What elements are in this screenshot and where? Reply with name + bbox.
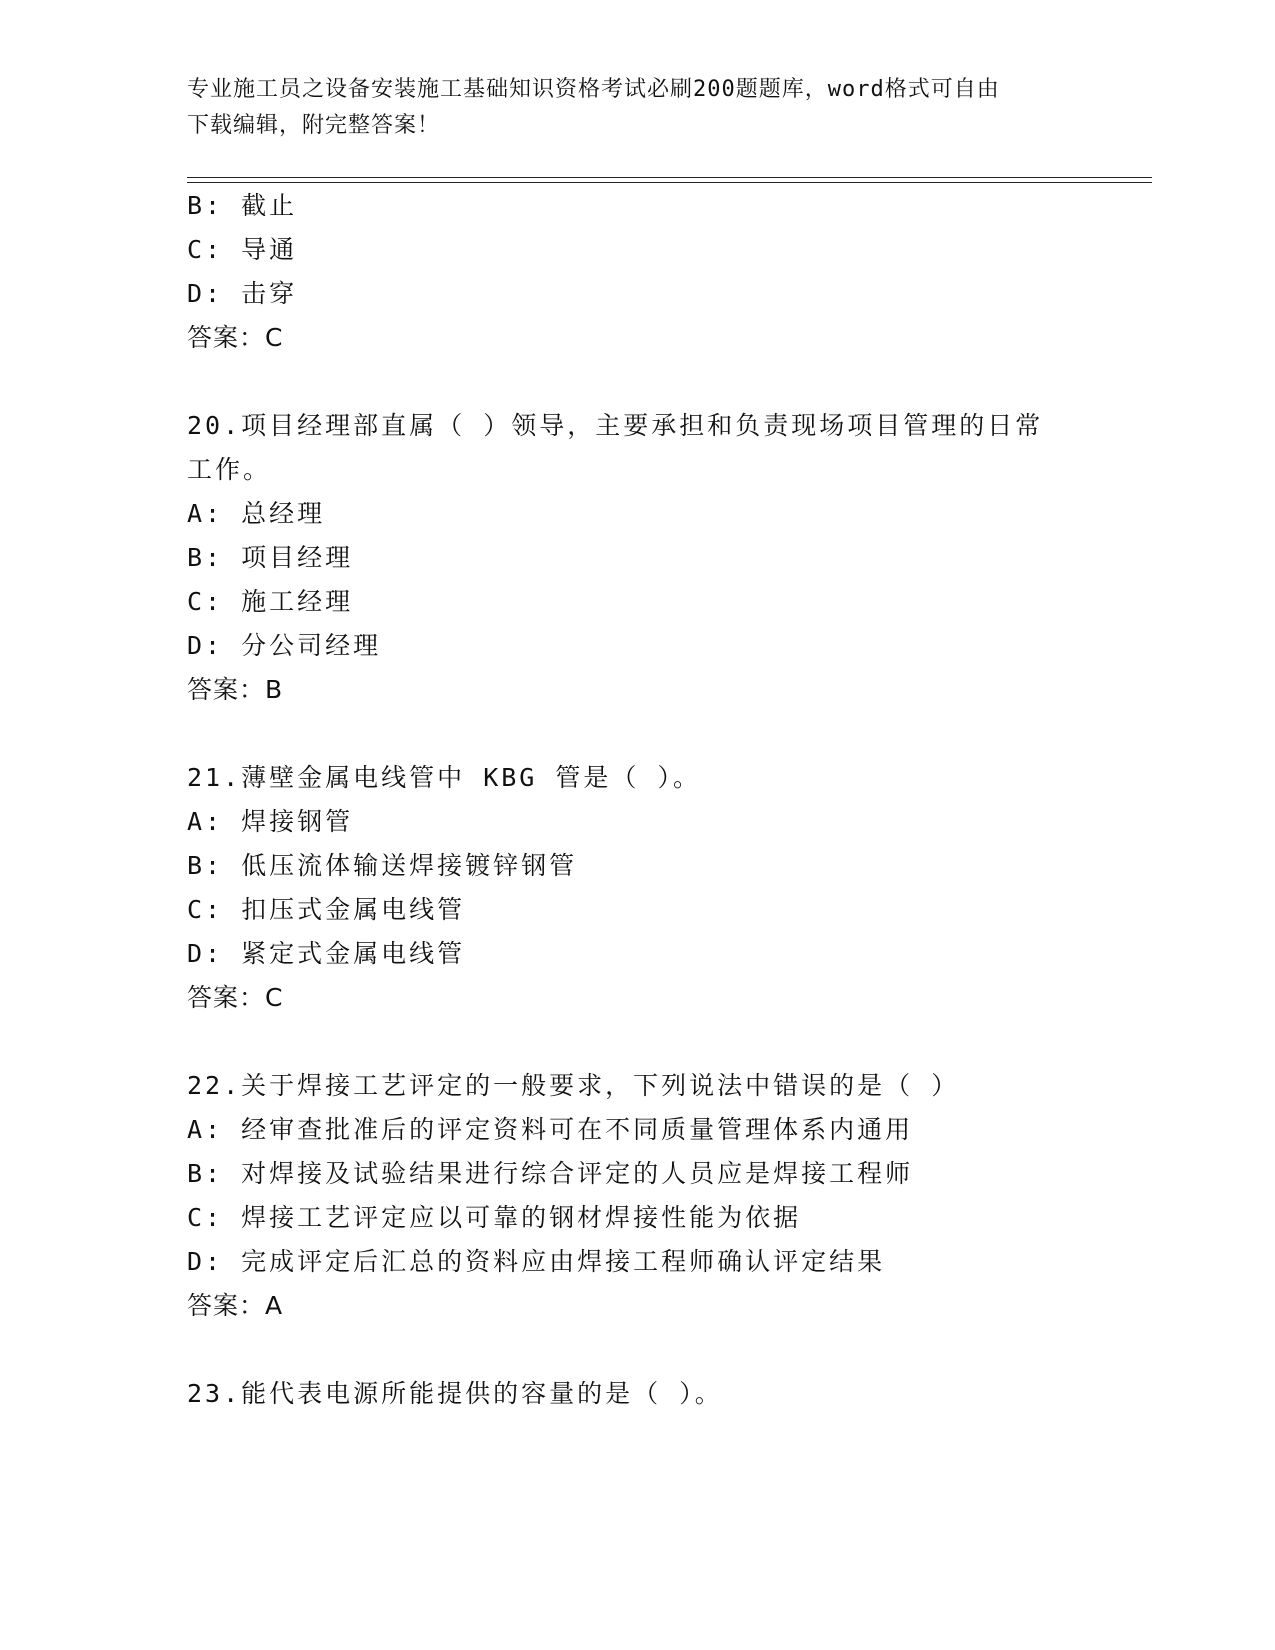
header-line-1: 专业施工员之设备安装施工基础知识资格考试必刷200题题库，word格式可自由	[187, 77, 1000, 102]
option-line: B: 低压流体输送焊接镀锌钢管	[187, 851, 578, 880]
option-line: C: 焊接工艺评定应以可靠的钢材焊接性能为依据	[187, 1203, 802, 1232]
question-stem-continued: 工作。	[187, 455, 272, 484]
option-line: D: 击穿	[187, 279, 298, 308]
header-line-2: 下载编辑，附完整答案！	[187, 113, 441, 138]
document-header	[187, 72, 1067, 144]
answer-line: 答案：B	[187, 675, 284, 704]
option-line: B: 对焊接及试验结果进行综合评定的人员应是焊接工程师	[187, 1159, 914, 1188]
option-line: D: 分公司经理	[187, 631, 382, 660]
option-line: B: 项目经理	[187, 543, 354, 572]
question-stem: 23.能代表电源所能提供的容量的是（ ）。	[187, 1379, 723, 1408]
option-line: C: 扣压式金属电线管	[187, 895, 466, 924]
question-stem: 21.薄壁金属电线管中 KBG 管是（ ）。	[187, 763, 701, 792]
answer-line: 答案：C	[187, 323, 284, 352]
question-stem: 22.关于焊接工艺评定的一般要求，下列说法中错误的是（ ）	[187, 1071, 960, 1100]
option-line: B: 截止	[187, 191, 298, 220]
answer-line: 答案：C	[187, 983, 284, 1012]
option-line: D: 完成评定后汇总的资料应由焊接工程师确认评定结果	[187, 1247, 886, 1276]
option-line: C: 导通	[187, 235, 298, 264]
answer-line: 答案：A	[187, 1291, 284, 1320]
option-line: A: 焊接钢管	[187, 807, 354, 836]
option-line: C: 施工经理	[187, 587, 354, 616]
header-divider-secondary	[187, 182, 1152, 183]
header-divider	[187, 177, 1152, 178]
option-line: A: 总经理	[187, 499, 326, 528]
question-stem: 20.项目经理部直属（ ）领导，主要承担和负责现场项目管理的日常	[187, 411, 1044, 440]
option-line: D: 紧定式金属电线管	[187, 939, 466, 968]
option-line: A: 经审查批准后的评定资料可在不同质量管理体系内通用	[187, 1115, 914, 1144]
